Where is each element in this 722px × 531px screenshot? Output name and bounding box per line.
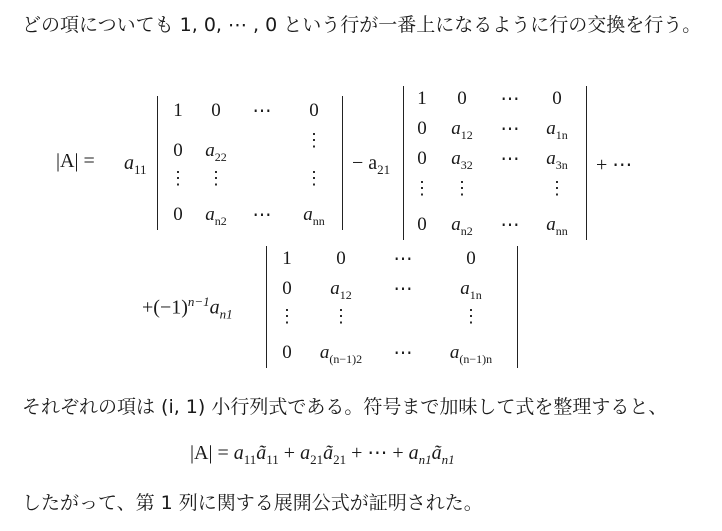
- minor-determinant-1: 1 0 ⋯ 0 0 $a_{22}$ ⋮ ⋮ ⋮ ⋮ 0 $a_{n2}$ ⋯ $a_{nn}$: [157, 96, 343, 230]
- intro-sentence: どの項についても 1, 0, ⋯ , 0 という行が一番上になるように行の交換を行う。: [22, 14, 702, 36]
- conclusion-sentence: したがって、第 1 列に関する展開公式が証明された。: [22, 492, 483, 514]
- minor-determinant-n: 1 0 ⋯ 0 0 $a_{12}$ ⋯ $a_{1n}$ ⋮ ⋮ ⋮ 0 $a_{(n-1)2}$ ⋯ $a_{(n-1)n}$: [266, 246, 518, 368]
- minor-determinant-2: 1 0 ⋯ 0 0 $a_{12}$ ⋯ $a_{1n}$ 0 $a_{32}$ ⋯ $a_{3n}$ ⋮ ⋮ ⋮ 0 $a_{n2}$ ⋯ $a_{nn}$: [403, 86, 587, 240]
- coef-minus-a21: − $a_{21}$: [352, 152, 391, 177]
- coef-a11: $a_{11}$: [124, 152, 147, 177]
- expansion-formula: $|A| = a_{11}ã_{11}$ + $a_{21}ã_{21}$ + ⋯ + $a_{n1}ã_{n1}$: [190, 442, 455, 467]
- plus-ellipsis: + ⋯: [596, 154, 633, 176]
- coef-signed-an1: $+(-1)^{n-1}a_{n1}$: [142, 294, 233, 322]
- explanation-sentence: それぞれの項は (i, 1) 小行列式である。符号まで加味して式を整理すると、: [22, 396, 668, 418]
- det-A-lhs: |A| =: [56, 150, 95, 172]
